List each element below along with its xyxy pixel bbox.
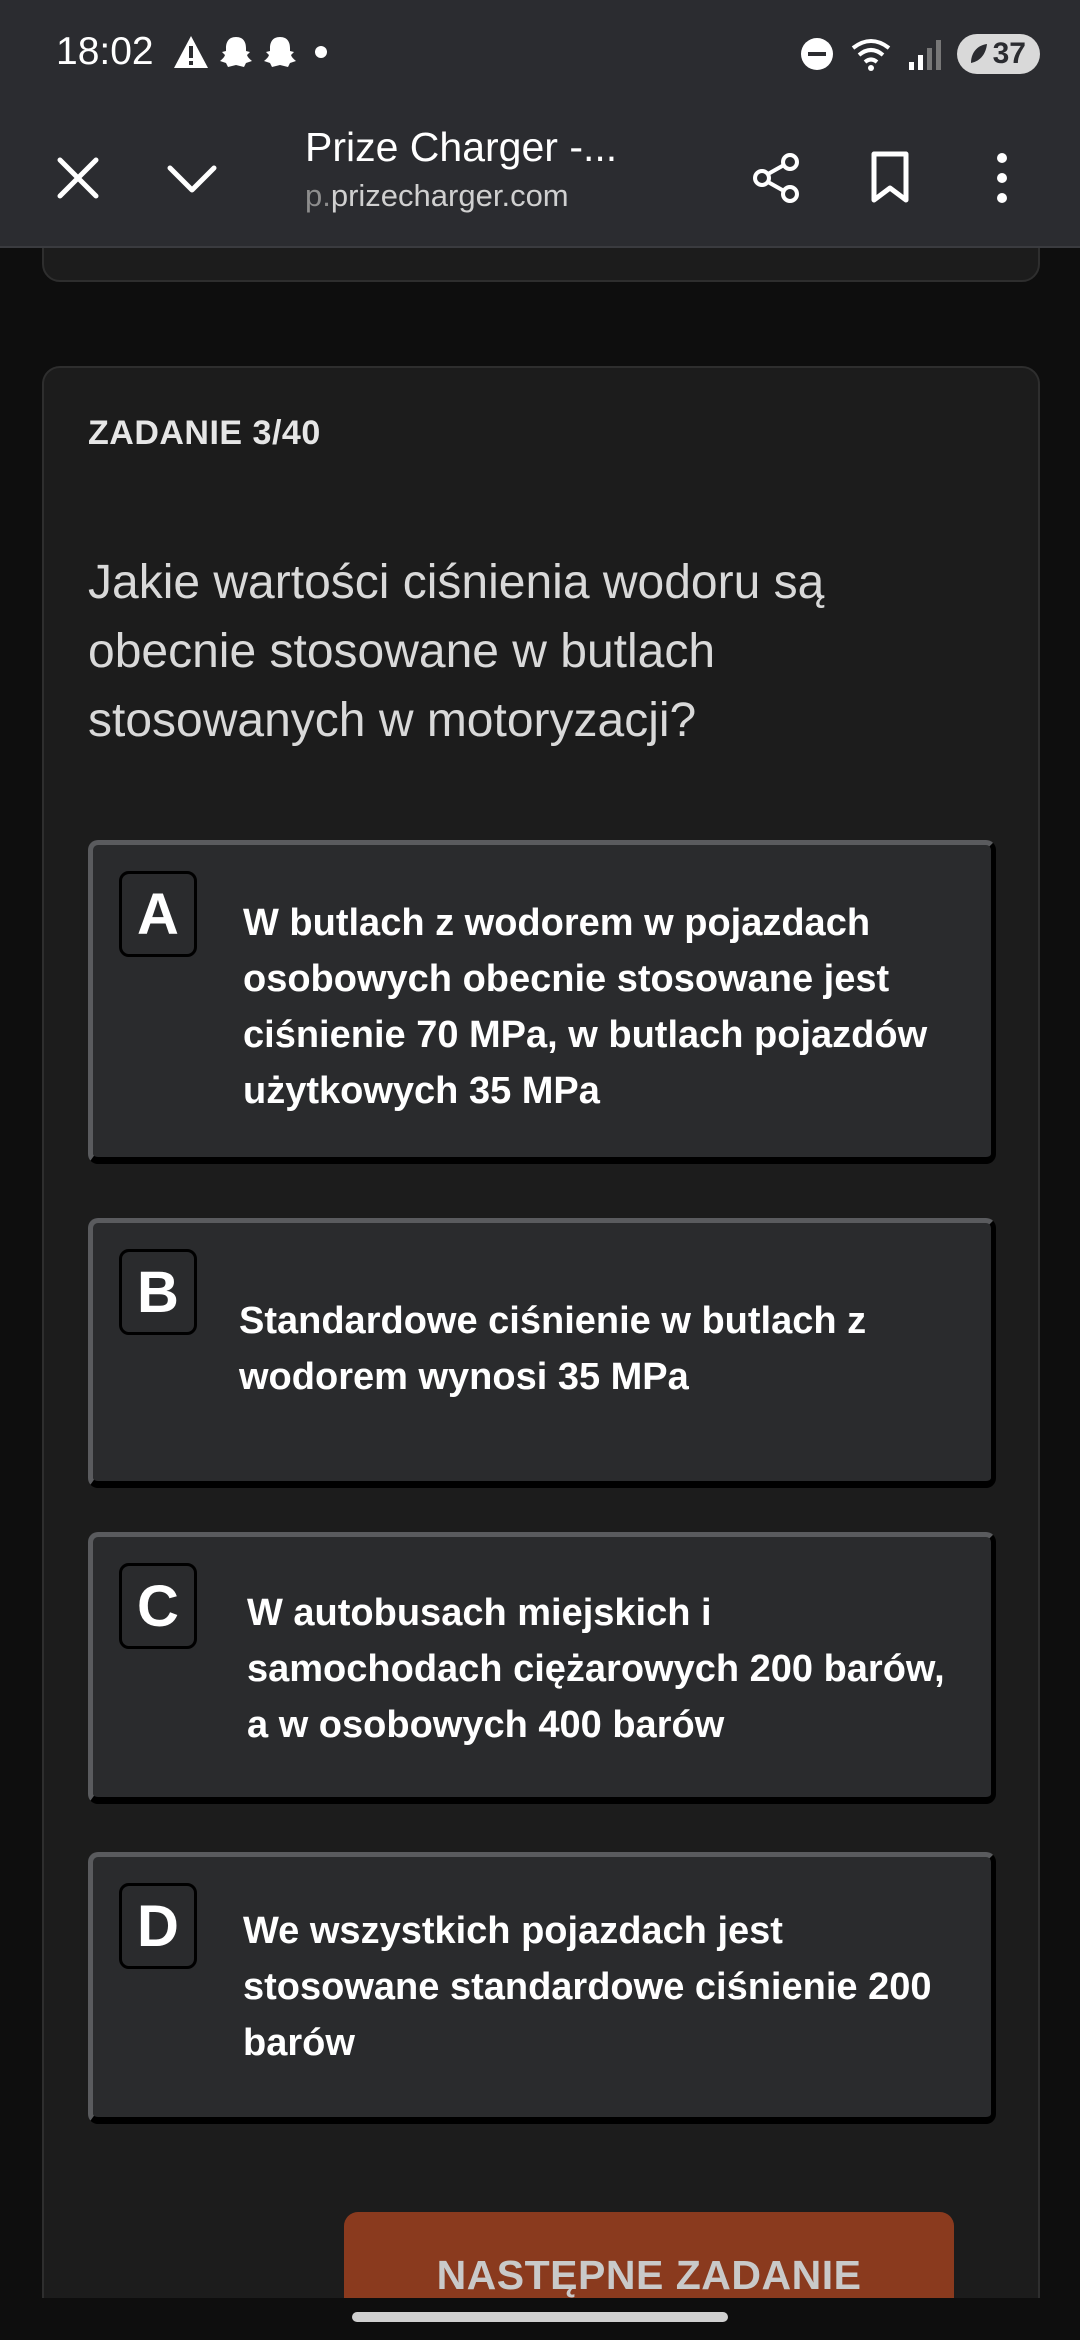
share-button[interactable]: [742, 144, 810, 212]
battery-level: 37: [992, 37, 1026, 70]
question-text: Jakie wartości ciśnienia wodoru są obecnie stosowane w butlach stosowanych w motoryzacji?: [88, 556, 825, 747]
bookmark-button[interactable]: [856, 144, 924, 212]
previous-card: [42, 248, 1040, 282]
answer-option-b[interactable]: [88, 1218, 996, 1488]
url-domain: prizecharger.com: [330, 178, 569, 213]
url-prefix: p.: [305, 178, 331, 213]
dnd-icon: [799, 36, 835, 72]
option-text: Standardowe ciśnienie w butlach z wodorem wynosi 35 MPa: [239, 1300, 867, 1398]
notification-icons: [172, 34, 336, 70]
bookmark-icon: [868, 150, 912, 206]
home-gesture-handle[interactable]: [352, 2312, 728, 2322]
navigation-bar: [0, 2298, 1080, 2340]
option-letter: B: [119, 1249, 197, 1335]
chevron-down-icon: [166, 158, 218, 198]
answer-option-d[interactable]: [88, 1852, 996, 2124]
status-time: 18:02: [56, 30, 154, 73]
snapchat-icon: [218, 34, 254, 70]
wifi-icon: [849, 36, 893, 72]
next-task-button[interactable]: [344, 2212, 954, 2298]
status-bar: [0, 0, 1080, 110]
quiz-card: [42, 366, 1040, 2298]
task-counter: ZADANIE 3/40: [88, 414, 321, 452]
custom-tab-toolbar: [0, 110, 1080, 248]
option-text: W butlach z wodorem w pojazdach osobowych obecnie stosowane jest ciśnienie 70 MPa, w butlach pojazdów użytkowych 35 MPa: [243, 902, 928, 1112]
battery-saver-icon: [967, 41, 989, 67]
web-content[interactable]: [0, 248, 1080, 2298]
more-vert-icon: [992, 150, 1012, 206]
page-url: [305, 178, 685, 214]
share-icon: [748, 150, 804, 206]
system-icons: [799, 34, 1040, 74]
close-icon: [54, 154, 102, 202]
snapchat-icon: [262, 34, 298, 70]
answer-option-c[interactable]: [88, 1532, 996, 1804]
alert-icon: [172, 34, 210, 70]
battery-indicator: [957, 34, 1040, 74]
page-title: Prize Charger -...: [305, 124, 618, 170]
option-letter: C: [119, 1563, 197, 1649]
option-letter: D: [119, 1883, 197, 1969]
close-button[interactable]: [44, 144, 112, 212]
page-info[interactable]: [305, 118, 685, 214]
dot-icon: [306, 37, 336, 67]
answer-option-a[interactable]: [88, 840, 996, 1164]
option-letter: A: [119, 871, 197, 957]
next-task-label: NASTĘPNE ZADANIE: [436, 2252, 862, 2298]
minimize-button[interactable]: [158, 144, 226, 212]
option-text: W autobusach miejskich i samochodach ciężarowych 200 barów, a w osobowych 400 barów: [247, 1592, 945, 1746]
more-options-button[interactable]: [968, 144, 1036, 212]
option-text: We wszystkich pojazdach jest stosowane standardowe ciśnienie 200 barów: [243, 1910, 932, 2064]
signal-icon: [907, 36, 943, 72]
